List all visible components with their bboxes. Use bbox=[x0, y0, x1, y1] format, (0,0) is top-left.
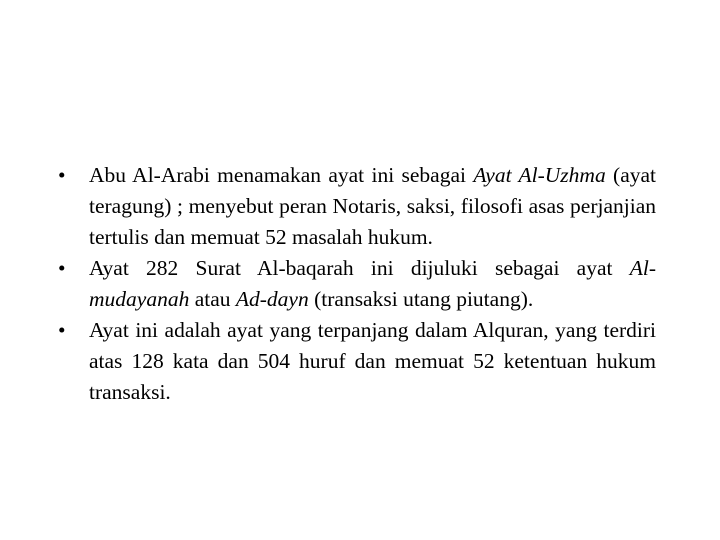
bullet-text-segment: atau bbox=[189, 287, 236, 311]
bullet-text-italic-term: Ad-dayn bbox=[235, 287, 309, 311]
bullet-text-italic-term: Al-mudayanah bbox=[89, 256, 656, 311]
bullet-icon: • bbox=[58, 163, 66, 187]
bullet-icon: • bbox=[58, 318, 66, 342]
bullet-text-segment: Ayat ini adalah ayat yang terpanjang dalam Alquran, yang terdiri atas 128 kata dan 504 huruf dan memuat 52 ketentuan hukum transaksi. bbox=[89, 318, 656, 404]
bullet-item-al-uzhma bbox=[58, 160, 656, 253]
bullet-item-longest-verse bbox=[58, 315, 656, 408]
bullet-text-segment: (transaksi utang piutang). bbox=[308, 287, 534, 311]
bullet-item-al-mudayanah bbox=[58, 253, 656, 315]
bullet-icon: • bbox=[58, 256, 66, 280]
bullet-text-segment: Abu Al-Arabi menamakan ayat ini sebagai bbox=[89, 163, 474, 187]
bullet-text-segment: Ayat 282 Surat Al-baqarah ini dijuluki sebagai ayat bbox=[89, 256, 630, 280]
bullet-list bbox=[58, 160, 656, 408]
bullet-text-segment: (ayat teragung) ; menyebut peran Notaris, saksi, filosofi asas perjanjian tertulis dan memuat 52 masalah hukum. bbox=[89, 163, 657, 249]
bullet-text-italic-term: Ayat Al-Uzhma bbox=[473, 163, 606, 187]
